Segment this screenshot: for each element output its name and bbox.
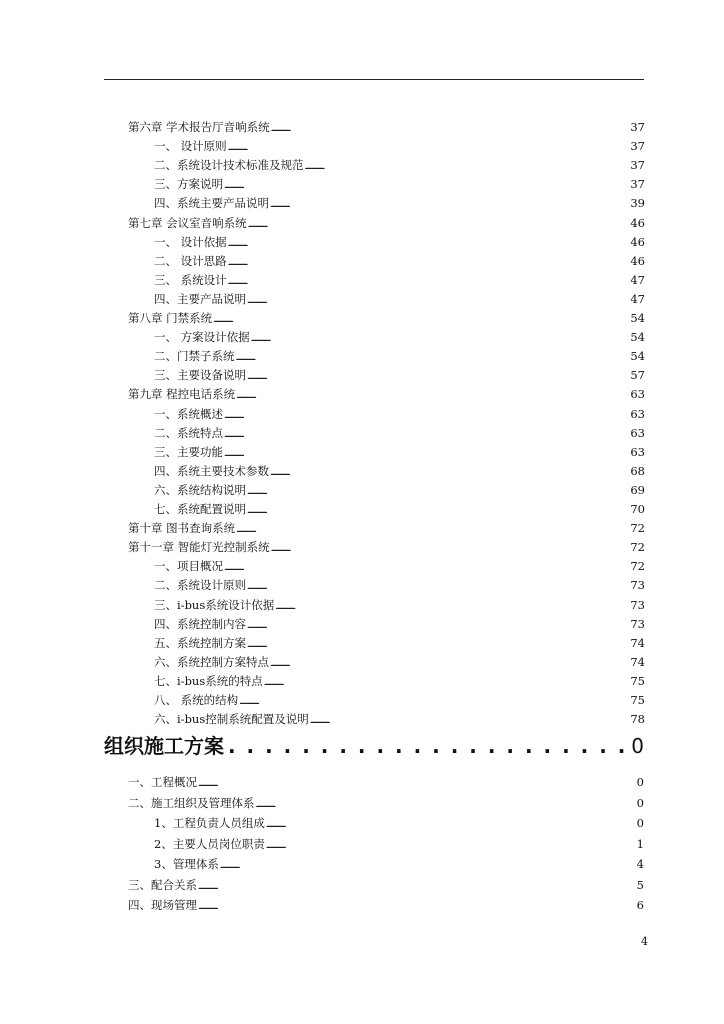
toc-entry-title: 二、 设计思路: [154, 253, 227, 268]
dot-leader: [239, 693, 629, 711]
toc-entry-page: 63: [630, 406, 645, 421]
toc-entry[interactable]: [128, 214, 645, 232]
toc-entry[interactable]: [154, 691, 645, 709]
dot-leader: [228, 235, 630, 253]
dot-leader: [275, 598, 629, 616]
toc-entry-title: 四、主要产品说明: [154, 291, 246, 306]
toc-entry-page: 63: [630, 425, 645, 440]
toc-entry[interactable]: [154, 175, 645, 193]
toc-entry-page: 73: [630, 616, 645, 631]
toc-entry[interactable]: [154, 596, 645, 614]
dot-leader: [228, 139, 630, 157]
toc-entry-page: 57: [630, 368, 645, 383]
toc-entry[interactable]: [154, 576, 645, 594]
toc-entry[interactable]: [154, 500, 645, 518]
toc-entry[interactable]: [154, 653, 645, 671]
toc-entry-title: 二、系统设计技术标准及规范: [154, 158, 304, 173]
toc-entry[interactable]: [154, 710, 645, 728]
page-number: 4: [641, 935, 648, 948]
dot-leader: [236, 349, 630, 367]
toc-entry-title: 二、施工组织及管理体系: [128, 795, 255, 810]
toc-entry-title: 第八章 门禁系统: [128, 311, 213, 325]
toc-entry-page: 37: [630, 139, 645, 154]
toc-entry[interactable]: [154, 328, 645, 346]
toc-entry-page: 37: [630, 158, 645, 173]
toc-entry-page: 47: [630, 291, 645, 306]
toc-entry-title: 一、 方案设计依据: [154, 330, 250, 345]
dot-leader: [305, 158, 630, 176]
toc-entry-title: 七、i-bus系统的特点: [154, 673, 263, 688]
toc-entry[interactable]: [154, 557, 645, 575]
toc-entry[interactable]: [128, 385, 645, 403]
toc-entry-title: 六、系统控制方案特点: [154, 654, 269, 669]
toc-entry[interactable]: [128, 519, 645, 537]
dot-leader: [224, 445, 629, 463]
toc-entry[interactable]: [154, 481, 645, 499]
toc-entry[interactable]: [128, 309, 645, 327]
dot-leader: [271, 540, 630, 558]
toc-entry-title: 第十一章 智能灯光控制系统: [128, 540, 270, 555]
toc-entry-title: 二、系统设计原则: [154, 578, 246, 593]
toc-entry-title: 六、系统结构说明: [154, 482, 246, 497]
dot-leader: [224, 177, 629, 195]
dot-leader: [271, 120, 630, 138]
toc-entry[interactable]: [154, 615, 645, 633]
dot-leader: [247, 292, 629, 310]
toc-entry[interactable]: [154, 290, 645, 308]
toc-entry-title: 三、主要功能: [154, 444, 223, 459]
toc-entry-page: 46: [630, 253, 645, 268]
toc-entry-title: 一、项目概况: [154, 559, 223, 574]
toc-entry[interactable]: [154, 194, 645, 212]
toc-entry-title: 第十章 图书查询系统: [128, 521, 236, 536]
dot-leader: [198, 898, 636, 916]
toc-entry[interactable]: [128, 896, 644, 914]
toc-entry-page: 37: [630, 120, 645, 134]
dot-leader: [228, 273, 630, 291]
toc-entry-page: 74: [630, 635, 645, 650]
dot-leader: [247, 578, 629, 596]
dot-leader: [236, 521, 629, 539]
dot-leader: [248, 216, 630, 234]
dot-leader: [220, 857, 636, 875]
toc-entry[interactable]: [154, 252, 645, 270]
toc-entry-page: 75: [630, 673, 645, 688]
toc-entry-title: 第七章 会议室音响系统: [128, 215, 247, 230]
toc-entry-title: 五、系统控制方案: [154, 635, 246, 650]
dot-leader: [228, 254, 630, 272]
toc-entry[interactable]: [154, 672, 645, 690]
dot-leader: [198, 775, 636, 793]
toc-entry-page: 39: [630, 196, 645, 211]
dot-leader: [247, 617, 629, 635]
toc-entry-page: 46: [630, 215, 645, 230]
dot-leader: [224, 426, 629, 444]
toc-entry-title: 三、 系统设计: [154, 272, 227, 287]
toc-entry[interactable]: [154, 424, 645, 442]
toc-entry-page: 37: [630, 177, 645, 192]
toc-entry-title: 三、方案说明: [154, 177, 223, 192]
toc-entry-title: 3、管理体系: [154, 857, 219, 871]
toc-entry-title: 二、系统特点: [154, 425, 223, 440]
toc-entry-title: 第六章 学术报告厅音响系统: [128, 120, 270, 134]
toc-entry-title: 三、配合关系: [128, 877, 197, 892]
toc-entry[interactable]: [154, 835, 644, 853]
toc-entry[interactable]: [154, 405, 645, 423]
toc-entry[interactable]: [128, 876, 644, 894]
toc-entry-page: 1: [636, 836, 644, 851]
toc-entry-title: 四、系统主要技术参数: [154, 463, 269, 478]
toc-entry-title: 1、工程负责人员组成: [154, 816, 265, 830]
toc-entry-title: 二、门禁子系统: [154, 349, 235, 364]
toc-entry-title: 四、系统控制内容: [154, 616, 246, 631]
toc-entry-page: 63: [630, 444, 645, 459]
toc-entry-title: 八、 系统的结构: [154, 693, 239, 707]
dot-leader: [228, 732, 627, 760]
dot-leader: [198, 878, 636, 896]
toc-entry-page: 54: [630, 330, 645, 345]
toc-entry[interactable]: [154, 233, 645, 251]
toc-entry[interactable]: [154, 156, 645, 174]
toc-entry-title: 一、 设计依据: [154, 234, 227, 249]
toc-entry-title: 一、系统概述: [154, 406, 223, 421]
dot-leader: [236, 387, 629, 405]
toc-entry-page: 75: [630, 693, 645, 707]
toc-entry-title: 第九章 程控电话系统: [128, 387, 236, 402]
toc-entry-page: 4: [636, 857, 644, 871]
section-heading-title: 组织施工方案: [104, 734, 224, 758]
toc-entry[interactable]: [154, 137, 645, 155]
toc-entry-page: 72: [630, 540, 645, 555]
dot-leader: [270, 655, 629, 673]
toc-entry-page: 46: [630, 234, 645, 249]
toc-entry-page: 68: [630, 463, 645, 478]
toc-entry[interactable]: [128, 773, 644, 791]
toc-entry-title: 一、工程概况: [128, 775, 197, 789]
dot-leader: [247, 502, 629, 520]
dot-leader: [224, 559, 629, 577]
toc-entry[interactable]: [154, 271, 645, 289]
toc-entry-title: 四、现场管理: [128, 898, 197, 912]
toc-entry-page: 47: [630, 272, 645, 287]
toc-entry-title: 六、i-bus控制系统配置及说明: [154, 712, 309, 727]
dot-leader: [270, 464, 629, 482]
toc-entry-page: 72: [630, 559, 645, 574]
section-heading[interactable]: [104, 732, 644, 760]
toc-entry-page: 63: [630, 387, 645, 402]
toc-entry[interactable]: [154, 462, 645, 480]
dot-leader: [251, 330, 630, 348]
toc-entry[interactable]: [154, 347, 645, 365]
dot-leader: [224, 407, 629, 425]
toc-entry-title: 三、主要设备说明: [154, 368, 246, 383]
toc-entry[interactable]: [128, 794, 644, 812]
toc-entry-page: 73: [630, 578, 645, 593]
toc-entry-page: 6: [636, 898, 644, 912]
toc-entry-page: 70: [630, 502, 645, 516]
toc-entry-page: 69: [630, 482, 645, 497]
dot-leader: [310, 712, 630, 730]
dot-leader: [247, 483, 629, 501]
dot-leader: [266, 816, 636, 834]
toc-entry-page: 0: [636, 775, 644, 789]
dot-leader: [264, 674, 630, 692]
toc-entry[interactable]: [128, 118, 645, 136]
dot-leader: [247, 368, 629, 386]
toc-entry-page: 72: [630, 521, 645, 536]
toc-entry-title: 四、系统主要产品说明: [154, 196, 269, 211]
toc-entry[interactable]: [154, 855, 644, 873]
toc-entry[interactable]: [154, 443, 645, 461]
dot-leader: [270, 196, 629, 214]
toc-entry-title: 七、系统配置说明: [154, 502, 246, 516]
toc-entry-title: 三、i-bus系统设计依据: [154, 597, 275, 612]
toc-entry[interactable]: [128, 538, 645, 556]
dot-leader: [213, 311, 629, 329]
header-rule: [104, 79, 644, 80]
toc-entry-title: 2、主要人员岗位职责: [154, 836, 265, 851]
dot-leader: [247, 636, 629, 654]
dot-leader: [266, 837, 636, 855]
toc-entry-page: 0: [636, 816, 644, 830]
toc-entry-page: 54: [630, 311, 645, 325]
toc-entry-page: 78: [630, 712, 645, 727]
toc-entry-page: 54: [630, 349, 645, 364]
toc-entry-title: 一、 设计原则: [154, 139, 227, 154]
toc-entry[interactable]: [154, 814, 644, 832]
toc-entry-page: 0: [636, 795, 644, 810]
toc-entry-page: 73: [630, 597, 645, 612]
toc-entry-page: 74: [630, 654, 645, 669]
dot-leader: [256, 796, 636, 814]
toc-entry[interactable]: [154, 366, 645, 384]
toc-entry[interactable]: [154, 634, 645, 652]
toc-entry-page: 5: [636, 877, 644, 892]
section-heading-page: 0: [631, 734, 644, 758]
